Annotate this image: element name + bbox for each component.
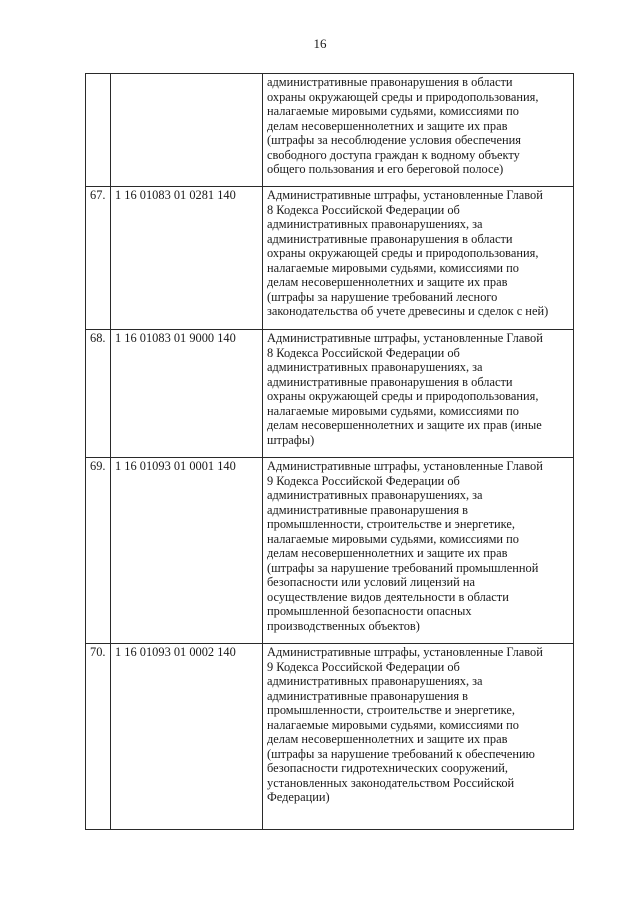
description-line: административных правонарушениях, за xyxy=(267,674,483,688)
page-number: 16 xyxy=(313,36,327,51)
budget-codes-table xyxy=(85,73,574,830)
table-row xyxy=(86,644,574,830)
description-line: делам несовершеннолетних и защите их прав xyxy=(267,546,508,560)
description-line: делам несовершеннолетних и защите их прав xyxy=(267,118,508,133)
budget-code: 1 16 01083 01 0281 140 xyxy=(111,187,263,330)
description-line: Административные штрафы, установленные Главой xyxy=(267,188,543,202)
row-number: 67. xyxy=(86,187,111,330)
table-row xyxy=(86,458,574,644)
budget-code: 1 16 01083 01 9000 140 xyxy=(111,330,263,458)
description-line: промышленной безопасности опасных xyxy=(267,604,472,618)
description-line: производственных объектов) xyxy=(267,618,420,633)
description-line: охраны окружающей среды и природопользования, xyxy=(267,89,539,104)
description-line: осуществление видов деятельности в области xyxy=(267,589,509,604)
description-line: безопасности или условий лицензий на xyxy=(267,575,476,589)
description-line: (штрафы за нарушение требований к обеспечению xyxy=(267,746,535,761)
row-description xyxy=(263,458,574,644)
budget-code xyxy=(111,74,263,187)
description-line: штрафы) xyxy=(267,432,315,447)
description-line: общего пользования и его береговой полосе) xyxy=(267,162,504,176)
description-line: 9 Кодекса Российской Федерации об xyxy=(267,659,460,674)
row-description xyxy=(263,187,574,330)
description-line: налагаемые мировыми судьями, комиссиями по xyxy=(267,260,519,275)
budget-code: 1 16 01093 01 0001 140 xyxy=(111,458,263,644)
description-line: делам несовершеннолетних и защите их прав xyxy=(267,732,508,746)
row-number: 69. xyxy=(86,458,111,644)
description-line: административные правонарушения в xyxy=(267,688,469,703)
description-line: Административные штрафы, установленные Главой xyxy=(267,459,543,473)
description-line: административные правонарушения в области xyxy=(267,231,513,246)
table-row xyxy=(86,74,574,187)
description-line: административные правонарушения в xyxy=(267,502,469,517)
description-line: Административные штрафы, установленные Главой xyxy=(267,645,543,659)
description-line: административные правонарушения в области xyxy=(267,374,513,389)
description-line: налагаемые мировыми судьями, комиссиями по xyxy=(267,717,519,732)
row-description xyxy=(263,74,574,187)
description-line: делам несовершеннолетних и защите их прав xyxy=(267,275,508,289)
row-number xyxy=(86,74,111,187)
description-line: (штрафы за нарушение требований промышленной xyxy=(267,560,539,575)
row-description xyxy=(263,330,574,458)
description-line: административных правонарушениях, за xyxy=(267,488,483,502)
description-line: административные правонарушения в области xyxy=(267,75,513,89)
description-line: административных правонарушениях, за xyxy=(267,360,483,374)
budget-code: 1 16 01093 01 0002 140 xyxy=(111,644,263,830)
row-description xyxy=(263,644,574,830)
description-line: (штрафы за нарушение требований лесного xyxy=(267,289,498,304)
description-line: промышленности, строительстве и энергетике, xyxy=(267,703,515,717)
description-line: охраны окружающей среды и природопользования, xyxy=(267,246,539,260)
description-line: законодательства об учете древесины и сделок с ней) xyxy=(267,304,549,318)
table-row xyxy=(86,187,574,330)
description-line: Федерации) xyxy=(267,790,330,804)
row-number: 68. xyxy=(86,330,111,458)
description-line: налагаемые мировыми судьями, комиссиями по xyxy=(267,531,519,546)
description-line: административных правонарушениях, за xyxy=(267,217,483,231)
table-row xyxy=(86,330,574,458)
description-line: (штрафы за несоблюдение условия обеспечения xyxy=(267,133,521,147)
description-line: 8 Кодекса Российской Федерации об xyxy=(267,202,460,217)
description-line: безопасности гидротехнических сооружений, xyxy=(267,761,508,775)
description-line: 9 Кодекса Российской Федерации об xyxy=(267,473,460,488)
description-line: налагаемые мировыми судьями, комиссиями по xyxy=(267,403,519,418)
row-number: 70. xyxy=(86,644,111,830)
description-line: свободного доступа граждан к водному объекту xyxy=(267,147,520,162)
description-line: установленных законодательством Российской xyxy=(267,775,515,790)
description-line: Административные штрафы, установленные Главой xyxy=(267,331,543,345)
description-line: 8 Кодекса Российской Федерации об xyxy=(267,345,460,360)
description-line: налагаемые мировыми судьями, комиссиями по xyxy=(267,104,519,118)
description-line: охраны окружающей среды и природопользования, xyxy=(267,389,539,403)
description-line: делам несовершеннолетних и защите их прав (иные xyxy=(267,418,542,432)
description-line: промышленности, строительстве и энергетике, xyxy=(267,517,515,531)
